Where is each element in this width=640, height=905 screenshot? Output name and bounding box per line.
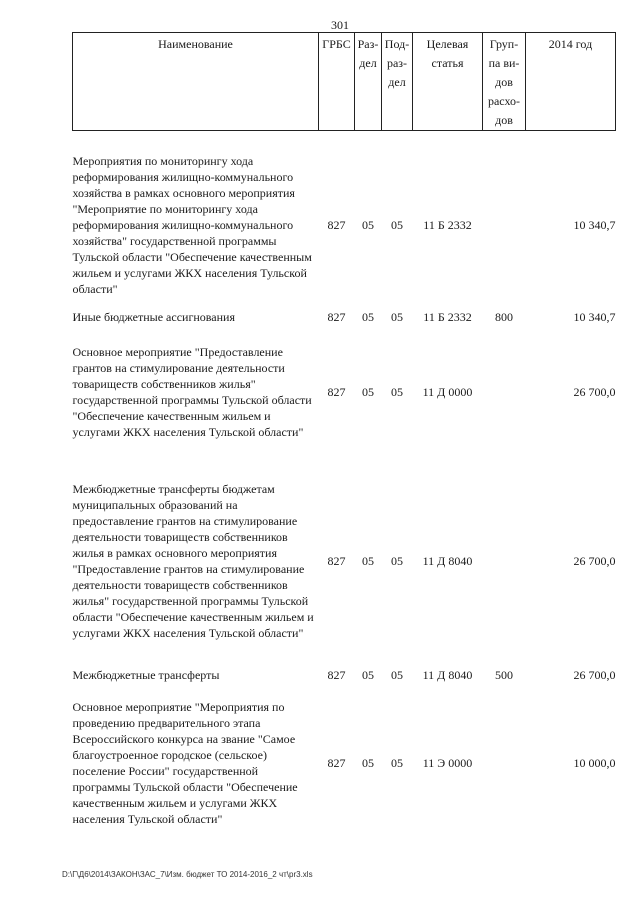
row-target: 11 Б 2332 xyxy=(423,309,472,324)
row-grbs: 827 xyxy=(327,309,346,324)
row-podrazdel: 05 xyxy=(391,553,403,568)
row-amount: 26 700,0 xyxy=(573,667,616,682)
row-amount: 10 340,7 xyxy=(573,309,616,324)
row-razdel: 05 xyxy=(362,309,374,324)
row-razdel: 05 xyxy=(362,384,374,399)
row-grbs: 827 xyxy=(327,553,346,568)
row-podrazdel: 05 xyxy=(391,309,403,324)
row-name: Межбюджетные трансферты xyxy=(72,667,220,682)
row-group xyxy=(483,153,526,297)
row-target: 11 Б 2332 xyxy=(423,217,472,232)
row-amount: 26 700,0 xyxy=(573,384,616,399)
row-podrazdel: 05 xyxy=(391,217,403,232)
table-row xyxy=(73,297,616,337)
row-amount: 10 340,7 xyxy=(573,217,616,232)
row-group: 800 xyxy=(495,309,513,324)
page-number: 301 xyxy=(331,18,349,32)
row-target: 11 Д 8040 xyxy=(422,553,473,568)
row-group xyxy=(483,471,526,651)
row-grbs: 827 xyxy=(327,217,346,232)
row-name: Основное мероприятие "Мероприятия по проведению предварительного этапа Всероссийского конкурса на звание "Самое благоустроенное городское (сельское) поселение России" государственной программы Тульской области "Обеспечение качественным жильем и услугами ЖКХ населения Тульской области" xyxy=(72,699,298,826)
header-group: Груп-па ви-дов расхо-дов xyxy=(483,33,526,131)
row-target: 11 Д 0000 xyxy=(422,384,473,399)
row-podrazdel: 05 xyxy=(391,755,403,770)
row-grbs: 827 xyxy=(327,384,346,399)
row-grbs: 827 xyxy=(327,667,346,682)
row-name: Основное мероприятие "Предоставление грантов на стимулирование деятельности товариществ собственников жилья" государственной программы Тульской области "Обеспечение качественным жильем и услугами ЖКХ населения Тульской области" xyxy=(72,344,312,439)
table-row xyxy=(73,699,616,827)
row-podrazdel: 05 xyxy=(391,384,403,399)
row-grbs: 827 xyxy=(327,755,346,770)
table-row xyxy=(73,471,616,651)
row-name: Межбюджетные трансферты бюджетам муниципальных образований на предоставление грантов на стимулирование деятельности товариществ собственников жилья в рамках основного мероприятия "Предоставление грантов на стимулирование деятельности товариществ собственников жилья" государственной программы Тульской области "Обеспечение качественным жильем и услугами ЖКХ населения Тульской области" xyxy=(72,481,314,640)
row-amount: 26 700,0 xyxy=(573,553,616,568)
header-year: 2014 год xyxy=(526,33,616,131)
row-group: 500 xyxy=(495,667,513,682)
row-razdel: 05 xyxy=(362,553,374,568)
row-group xyxy=(483,337,526,447)
header-podrazdel: Под-раз-дел xyxy=(382,33,413,131)
header-name: Наименование xyxy=(73,33,319,131)
header-target: Целевая статья xyxy=(413,33,483,131)
row-group xyxy=(483,699,526,827)
row-podrazdel: 05 xyxy=(391,667,403,682)
table-header-row xyxy=(73,33,616,131)
table-row xyxy=(73,651,616,699)
header-razdel: Раз-дел xyxy=(355,33,382,131)
table-row xyxy=(73,337,616,447)
row-target: 11 Э 0000 xyxy=(422,755,473,770)
row-razdel: 05 xyxy=(362,217,374,232)
row-razdel: 05 xyxy=(362,667,374,682)
row-amount: 10 000,0 xyxy=(573,755,616,770)
row-target: 11 Д 8040 xyxy=(422,667,473,682)
file-path-footer: D:\Г\Д6\2014\ЗАКОН\ЗАС_7\Изм. бюджет ТО 2014-2016_2 чт\pr3.xls xyxy=(62,870,313,879)
row-name: Мероприятия по мониторингу хода реформирования жилищно-коммунального хозяйства в рамках основного мероприятия "Мероприятие по мониторингу хода реформирования жилищно-коммунального хозяйства" государственной программы Тульской области "Обеспечение качественным жильем и услугами ЖКХ населения Тульской области" xyxy=(72,153,312,296)
row-razdel: 05 xyxy=(362,755,374,770)
table-row xyxy=(73,153,616,297)
budget-table xyxy=(72,32,616,827)
row-name: Иные бюджетные ассигнования xyxy=(72,309,235,324)
header-grbs: ГРБС xyxy=(319,33,355,131)
